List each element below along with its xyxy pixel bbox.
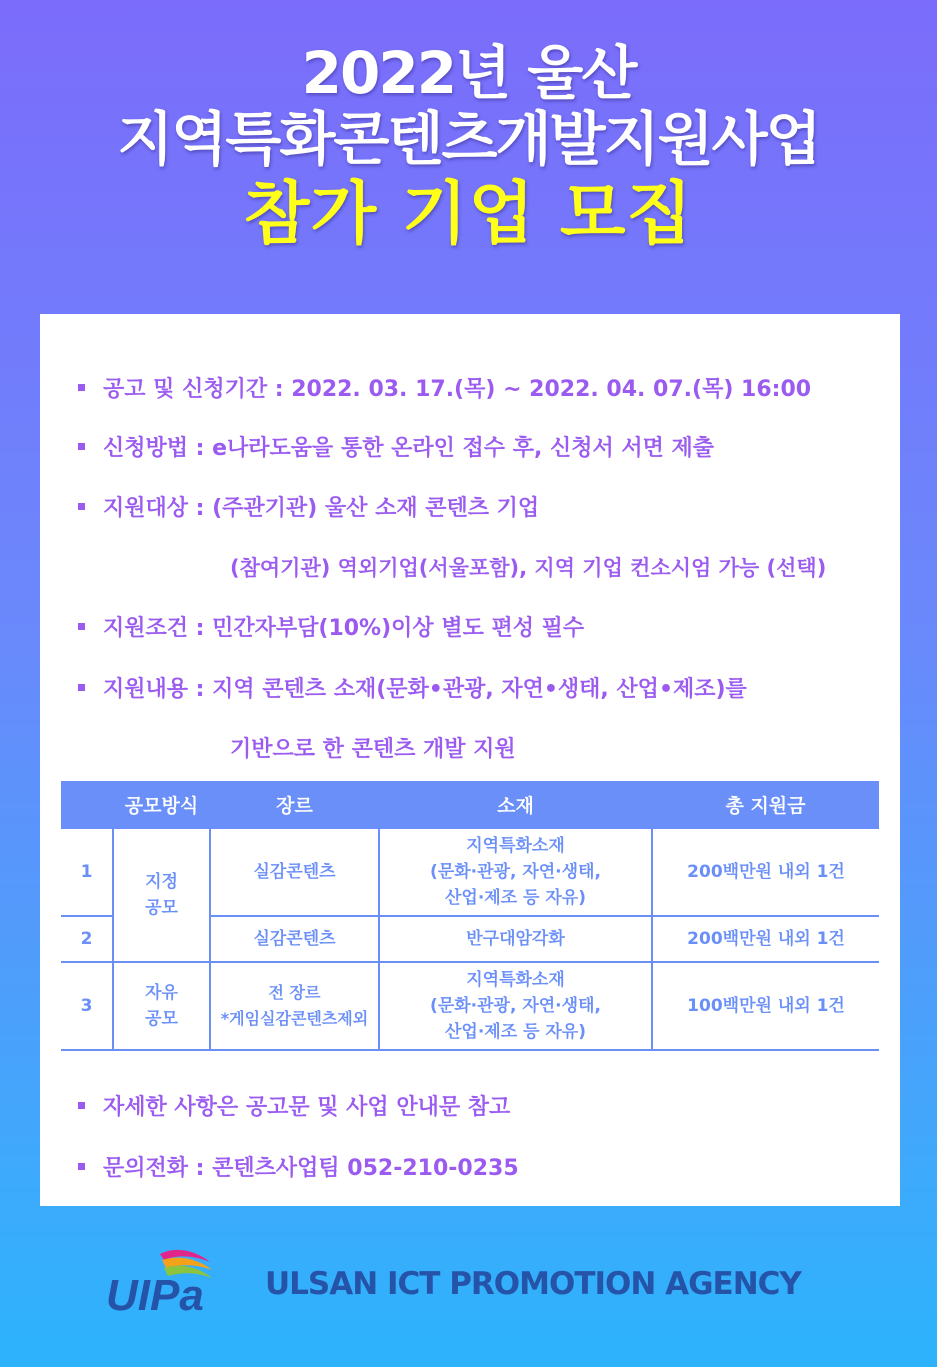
row-material: 지역특화소재 (문화·관광, 자연·생태, 산업·제조 등 자유) xyxy=(379,828,652,916)
row-no: 1 xyxy=(61,828,113,916)
row-amount: 100백만원 내외 1건 xyxy=(652,962,879,1050)
bullet-icon xyxy=(78,1102,85,1109)
row-genre: 실감콘텐츠 xyxy=(210,916,379,962)
bullet-icon xyxy=(78,684,85,691)
poster-header xyxy=(0,40,937,254)
title-year-city: 2022년 울산 xyxy=(301,39,636,107)
table-header-row xyxy=(61,781,879,828)
row-amount: 200백만원 내외 1건 xyxy=(652,916,879,962)
item-detail-text: 자세한 사항은 공고문 및 사업 안내문 참고 xyxy=(103,1095,511,1120)
header-no xyxy=(61,781,113,828)
row-material: 반구대암각화 xyxy=(379,916,652,962)
header-material: 소재 xyxy=(379,781,652,828)
item-period xyxy=(78,372,811,403)
item-target-cont: (참여기관) 역외기업(서울포함), 지역 기업 컨소시엄 가능 (선택) xyxy=(230,556,827,580)
support-table xyxy=(61,781,879,1051)
item-period-text: 공고 및 신청기간 : 2022. 03. 17.(목) ~ 2022. 04. 07.(목) 16:00 xyxy=(103,377,812,402)
item-method xyxy=(78,431,714,462)
svg-text:UIPa: UIPa xyxy=(106,1271,204,1314)
item-content xyxy=(78,672,747,703)
item-detail xyxy=(78,1090,510,1121)
header-amount: 총 지원금 xyxy=(652,781,879,828)
bullet-icon xyxy=(78,1163,85,1170)
org-name: ULSAN ICT PROMOTION AGENCY xyxy=(265,1266,801,1302)
row-method: 자유 공모 xyxy=(113,962,210,1050)
table-row xyxy=(61,962,879,1050)
row-method: 지정 공모 xyxy=(113,828,210,962)
title-program: 지역특화콘텐츠개발지원사업 xyxy=(117,105,820,173)
bullet-icon xyxy=(78,384,85,391)
row-genre: 전 장르 *게임실감콘텐츠제외 xyxy=(210,962,379,1050)
item-content-text: 지원내용 : 지역 콘텐츠 소재(문화•관광, 자연•생태, 산업•제조)를 xyxy=(103,677,747,702)
header-genre: 장르 xyxy=(210,781,379,828)
row-no: 3 xyxy=(61,962,113,1050)
row-material: 지역특화소재 (문화·관광, 자연·생태, 산업·제조 등 자유) xyxy=(379,962,652,1050)
item-condition-text: 지원조건 : 민간자부담(10%)이상 별도 편성 필수 xyxy=(103,616,585,641)
item-method-text: 신청방법 : e나라도움을 통한 온라인 접수 후, 신청서 서면 제출 xyxy=(103,436,715,461)
uipa-logo-icon xyxy=(100,1244,260,1314)
row-no: 2 xyxy=(61,916,113,962)
bullet-icon xyxy=(78,503,85,510)
item-target xyxy=(78,491,539,522)
info-card xyxy=(40,314,900,1206)
bullet-icon xyxy=(78,623,85,630)
table-row xyxy=(61,828,879,916)
row-genre: 실감콘텐츠 xyxy=(210,828,379,916)
row-amount: 200백만원 내외 1건 xyxy=(652,828,879,916)
item-target-text: 지원대상 : (주관기관) 울산 소재 콘텐츠 기업 xyxy=(103,496,540,521)
title-recruit: 참가 기업 모집 xyxy=(243,175,694,254)
item-contact xyxy=(78,1151,519,1182)
header-method: 공모방식 xyxy=(113,781,210,828)
bullet-icon xyxy=(78,443,85,450)
item-content-cont: 기반으로 한 콘텐츠 개발 지원 xyxy=(230,737,516,762)
item-condition xyxy=(78,611,584,642)
item-contact-text: 문의전화 : 콘텐츠사업팀 052-210-0235 xyxy=(103,1156,519,1181)
